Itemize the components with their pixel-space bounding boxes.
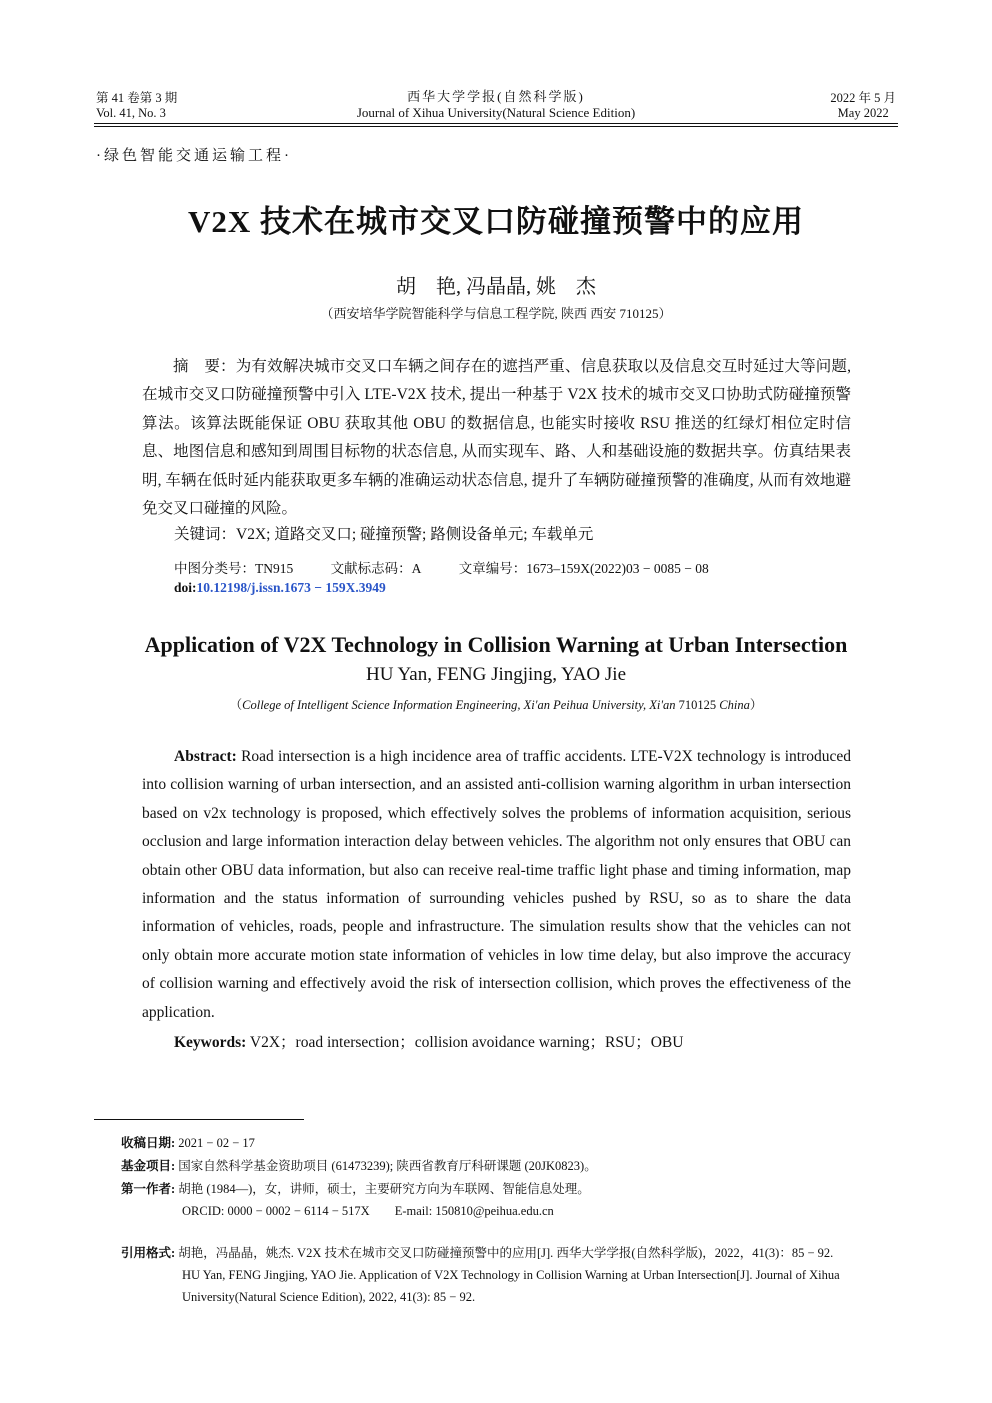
keywords-en: [174, 1030, 683, 1052]
keywords-cn-text: V2X; 道路交叉口; 碰撞预警; 路侧设备单元; 车载单元: [236, 526, 594, 543]
article-number: 文章编号：1673–159X(2022)03 − 0085 − 08: [458, 561, 709, 576]
authors-en: HU Yan, FENG Jingjing, YAO Jie: [365, 664, 627, 685]
header-volume-cn: 第 41 卷第 3 期: [96, 91, 178, 105]
first-author-text: 胡艳 (1984—)，女，讲师，硕士，主要研究方向为车联网、智能信息处理。: [175, 1182, 590, 1196]
affiliation-en-close: ）: [749, 698, 763, 712]
fund-text: 国家自然科学基金资助项目 (61473239); 陕西省教育厅科研课题 (20JK0823)。: [175, 1159, 597, 1173]
footnote-rule: [94, 1119, 304, 1120]
affiliation-en: [0, 695, 992, 713]
abstract-en-label: Abstract:: [174, 748, 237, 765]
header-journal-en: Journal of Xihua University(Natural Science Edition): [356, 105, 636, 120]
document-code: 文献标志码：A: [330, 561, 422, 576]
abstract-en: [142, 743, 851, 1027]
affiliation-en-postcode: 710125: [675, 698, 720, 712]
footnote-orcid: ORCID: 0000 − 0002 − 6114 − 517X E-mail: 150810@peihua.edu.cn: [182, 1204, 554, 1218]
header-date-cn: 2022 年 5 月: [830, 91, 896, 105]
footnote-fund: [121, 1157, 901, 1175]
column-name: ·绿色智能交通运输工程·: [96, 148, 292, 164]
abstract-cn-label: 摘 要：: [173, 358, 236, 375]
citation-cn: 胡艳，冯晶晶，姚杰. V2X 技术在城市交叉口防碰撞预警中的应用[J]. 西华大学学报(自然科学版)，2022，41(3)：85 − 92.: [175, 1246, 834, 1260]
affiliation-en-open: （: [229, 698, 243, 712]
keywords-cn: [174, 522, 593, 544]
header-journal-cn: 西华大学学报(自然科学版): [407, 89, 585, 104]
title-cn: V2X 技术在城市交叉口防碰撞预警中的应用: [187, 204, 805, 239]
received-label: 收稿日期:: [121, 1136, 176, 1150]
header-volume-en: Vol. 41, No. 3: [96, 106, 166, 120]
first-author-label: 第一作者:: [121, 1182, 176, 1196]
fund-label: 基金项目:: [121, 1159, 176, 1173]
citation-en-line-2: University(Natural Science Edition), 2022, 41(3): 85 − 92.: [182, 1290, 476, 1304]
header-rule-bottom: [94, 126, 898, 127]
footnote-received: [121, 1134, 901, 1152]
affiliation-en-institution: College of Intelligent Science Information Engineering, Xi'an Peihua University, Xi'an: [242, 698, 676, 712]
doi-link[interactable]: 10.12198/j.issn.1673 − 159X.3949: [196, 580, 386, 595]
authors-cn: 胡 艳, 冯晶晶, 姚 杰: [396, 276, 596, 298]
header-date-en: May 2022: [837, 106, 889, 120]
keywords-cn-label: 关键词：: [174, 526, 237, 543]
abstract-en-text: Road intersection is a high incidence area of traffic accidents. LTE-V2X technology is introduced into collision warning of urban intersection, and an assisted anti-collision warning algorithm in urban intersection based on v2x technology is proposed, which effectively solves the problems of information acquisition, serious occlusion and large information interaction delay between vehicles. The algorithm not only ensures that OBU can obtain other OBU data information, but also can receive real-time traffic light phase and timing information, map information and the status information of surrounding vehicles pushed by RSU, so as to share the data information of vehicles, roads, people and infrastructure. The simulation results show that the vehicles can not only obtain more accurate motion state information of vehicles in low time delay, but also improve the accuracy of collision warning and effectively avoid the risk of intersection collision, which proves the effectiveness of the application.: [142, 748, 851, 1021]
classification-line: [174, 557, 743, 577]
affiliation-cn: （西安培华学院智能科学与信息工程学院, 陕西 西安 710125）: [320, 306, 672, 321]
clc-number: 中图分类号：TN915: [174, 561, 294, 576]
abstract-cn: [142, 353, 851, 523]
footnote-citation: [121, 1244, 901, 1262]
keywords-en-text: V2X；road intersection；collision avoidance warning；RSU；OBU: [246, 1034, 684, 1051]
citation-en-line-1: HU Yan, FENG Jingjing, YAO Jie. Application of V2X Technology in Collision Warning at Urban Intersection[J]. Journal of Xihua: [182, 1268, 840, 1282]
abstract-cn-text: 为有效解决城市交叉口车辆之间存在的遮挡严重、信息获取以及信息交互时延过大等问题, 在城市交叉口防碰撞预警中引入 LTE-V2X 技术, 提出一种基于 V2X 技术的城市交叉口协助式防碰撞预警算法。该算法既能保证 OBU 获取其他 OBU 的数据信息, 也能实时接收 RSU 推送的红绿灯相位定时信息、地图信息和感知到周围目标物的状态信息, 从而实现车、路、人和基础设施的数据共享。仿真结果表明, 车辆在低时延内能获取更多车辆的准确运动状态信息, 提升了车辆防碰撞预警的准确度, 从而有效地避免交叉口碰撞的风险。: [142, 358, 851, 518]
affiliation-en-country: China: [719, 698, 750, 712]
header-rule-top: [94, 123, 898, 124]
title-en: Application of V2X Technology in Collision Warning at Urban Intersection: [144, 632, 848, 657]
doi-label: doi:: [174, 580, 197, 595]
received-date: 2021 − 02 − 17: [175, 1136, 255, 1150]
header-date: [830, 91, 896, 121]
footnote-first-author: [121, 1180, 901, 1198]
keywords-en-label: Keywords:: [174, 1034, 247, 1051]
citation-label: 引用格式:: [121, 1246, 176, 1260]
doi-line: [174, 580, 386, 596]
